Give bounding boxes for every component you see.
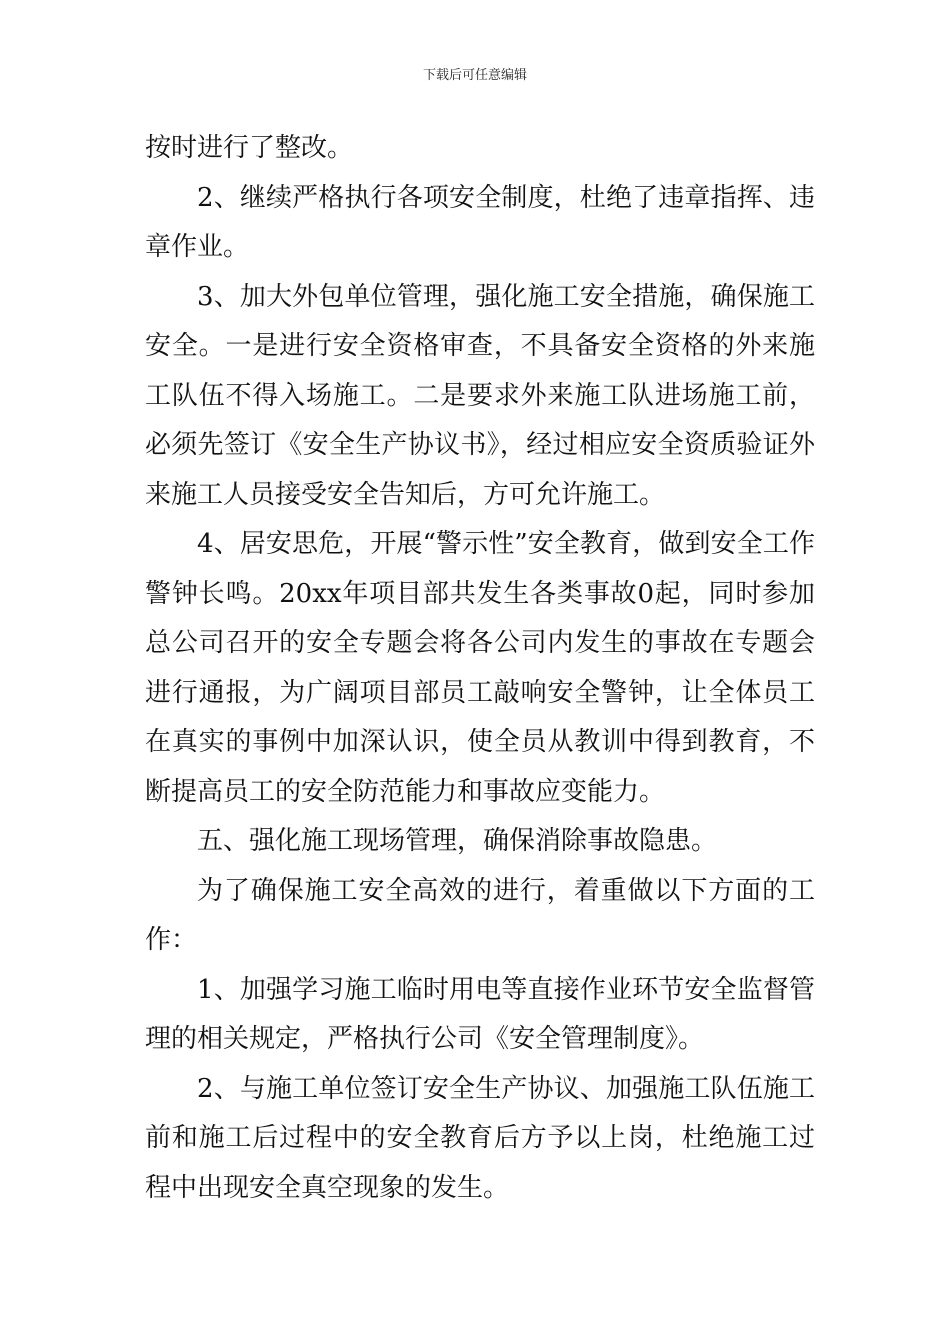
paragraph-1: 按时进行了整改。 bbox=[145, 133, 354, 163]
paragraph-4: 4、居安思危，开展“警示性”安全教育，做到安全工作警钟长鸣。20xx年项目部共发生各类事故0起，同时参加总公司召开的安全专题会将各公司内发生的事故在专题会进行通报，为广阔项目部员工敲响安全警钟，让全体员工在真实的事例中加深认识，使全员从教训中得到教育，不断提高员工的安全防范能力和事故应变能力。 bbox=[145, 529, 815, 807]
paragraph-6: 为了确保施工安全高效的进行，着重做以下方面的工作： bbox=[145, 875, 815, 955]
paragraph-2: 2、继续严格执行各项安全制度，杜绝了违章指挥、违章作业。 bbox=[145, 182, 815, 262]
paragraph-7: 1、加强学习施工临时用电等直接作业环节安全监督管理的相关规定，严格执行公司《安全管理制度》。 bbox=[145, 974, 815, 1054]
document-body bbox=[145, 124, 815, 1213]
paragraph-8: 2、与施工单位签订安全生产协议、加强施工队伍施工前和施工后过程中的安全教育后方予以上岗，杜绝施工过程中出现安全真空现象的发生。 bbox=[145, 1073, 815, 1203]
page-header-note: 下载后可任意编辑 bbox=[422, 68, 527, 83]
paragraph-3: 3、加大外包单位管理，强化施工安全措施，确保施工安全。一是进行安全资格审查，不具备安全资格的外来施工队伍不得入场施工。二是要求外来施工队进场施工前，必须先签订《安全生产协议书》，经过相应安全资质验证外来施工人员接受安全告知后，方可允许施工。 bbox=[145, 281, 815, 510]
section-heading-five: 五、强化施工现场管理，确保消除事故隐患。 bbox=[197, 826, 718, 856]
